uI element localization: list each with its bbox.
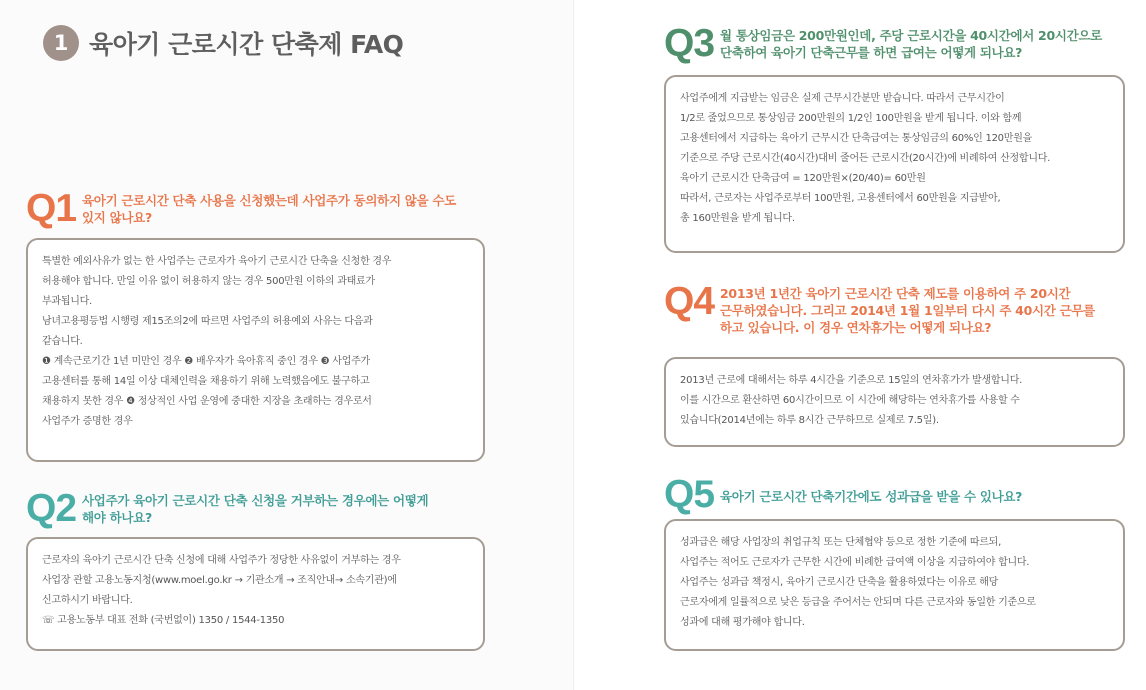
faq-q4-heading [664,280,1095,336]
right-page [573,0,1146,690]
chapter-heading: 육아기 근로시간 단축제 FAQ [89,30,404,59]
faq-q5-heading [664,473,1023,516]
q3-question-line: 월 통상임금은 200만원인데, 주당 근로시간을 40시간에서 20시간으로 [720,28,1102,43]
q5-answer-line: 사업주는 성과급 책정시, 육아기 근로시간 단축을 활용하였다는 이유로 해당 [680,577,999,588]
q1-question-line: 육아기 근로시간 단축 사용을 신청했는데 사업주가 동의하지 않을 수도 [82,193,456,208]
q1-answer-line: 채용하지 못한 경우 ❹ 정상적인 사업 운영에 중대한 지장을 초래하는 경우로서 [42,396,372,407]
q5-answer-line: 성과급은 해당 사업장의 취업규칙 또는 단체협약 등으로 정한 기준에 따르되, [680,537,1001,548]
faq-q3-heading [664,22,1102,65]
q3-answer-line: 1/2로 줄었으므로 통상임금 200만원의 1/2인 100만원을 받게 됩니다. 이와 함께 [680,113,1022,124]
q1-answer-line: 사업주가 증명한 경우 [42,416,133,427]
q5-answer-line: 사업주는 적어도 근로자가 근무한 시간에 비례한 급여액 이상을 지급하여야 합니다. [680,557,1030,568]
q5-answer-line: 성과에 대해 평가해야 합니다. [680,617,805,628]
faq-q4-answer-box [664,357,1125,447]
q1-answer-line: 남녀고용평등법 시행령 제15조의2에 따르면 사업주의 허용예외 사유는 다음과 [42,316,373,327]
faq-q1-heading [26,187,456,230]
q1-answer-line: ❶ 계속근로기간 1년 미만인 경우 ❷ 배우자가 육아휴직 중인 경우 ❸ 사업주가 [42,356,370,367]
q3-answer-line: 고용센터에서 지급하는 육아기 근무시간 단축급여는 통상임금의 60%인 120만원을 [680,133,1033,144]
q4-badge: Q4 [664,280,715,323]
q5-answer-line: 근로자에게 일률적으로 낮은 등급을 주어서는 안되며 다른 근로자와 동일한 기준으로 [680,597,1036,608]
q3-answer-line: 사업주에게 지급받는 임금은 실제 근무시간분만 받습니다. 따라서 근무시간이 [680,93,1005,104]
chapter-title [43,25,403,61]
q1-question [82,192,456,226]
q3-question-line: 단축하여 육아기 단축근무를 하면 급여는 어떻게 되나요? [720,45,1023,60]
faq-q2-heading [26,487,429,530]
q2-question [82,492,428,526]
faq-q3-answer-box [664,75,1125,253]
q4-answer-line: 이를 시간으로 환산하면 60시간이므로 이 시간에 해당하는 연차휴가를 사용할 수 [680,395,1020,406]
q5-question [720,478,1022,505]
q4-answer-line: 2013년 근로에 대해서는 하루 4시간을 기준으로 15일의 연차휴가가 발생합니다. [680,375,1023,386]
q1-answer-line: 같습니다. [42,336,83,347]
q2-answer-line: 근로자의 육아기 근로시간 단축 신청에 대해 사업주가 정당한 사유없이 거부하는 경우 [42,555,401,566]
q3-answer-line: 기준으로 주당 근로시간(40시간)대비 줄어든 근로시간(20시간)에 비례하여 산정합니다. [680,153,1051,164]
faq-q2-answer-box [26,537,485,651]
q3-answer-line: 따라서, 근로자는 사업주로부터 100만원, 고용센터에서 60만원을 지급받아, [680,193,1001,204]
q2-badge: Q2 [26,487,77,530]
q5-badge: Q5 [664,473,715,516]
q4-answer-line: 있습니다(2014년에는 하루 8시간 근무하므로 실제로 7.5일). [680,415,939,426]
q3-question [720,27,1102,61]
faq-q5-answer-box [664,519,1125,651]
q4-question-line: 2013년 1년간 육아기 근로시간 단축 제도를 이용하여 주 20시간 [720,286,1071,301]
chapter-number-badge: 1 [43,25,79,61]
q3-answer-line: 총 160만원을 받게 됩니다. [680,213,795,224]
q1-answer-line: 허용해야 합니다. 만일 이유 없이 허용하지 않는 경우 500만원 이하의 과태료가 [42,276,375,287]
q3-badge: Q3 [664,22,715,65]
q1-badge: Q1 [26,187,77,230]
q1-question-line: 있지 않나요? [82,210,152,225]
q4-question-line: 하고 있습니다. 이 경우 연차휴가는 어떻게 되나요? [720,320,992,335]
q2-question-line: 해야 하나요? [82,510,152,525]
q4-question [720,285,1095,336]
q2-answer-line: ☏ 고용노동부 대표 전화 (국번없이) 1350 / 1544-1350 [42,615,285,626]
q4-question-line: 근무하였습니다. 그리고 2014년 1월 1일부터 다시 주 40시간 근무를 [720,303,1095,318]
q1-answer-line: 부과됩니다. [42,296,92,307]
q5-question-line: 육아기 근로시간 단축기간에도 성과급을 받을 수 있나요? [720,489,1023,504]
q3-answer-line: 육아기 근로시간 단축급여 = 120만원×(20/40)= 60만원 [680,173,926,184]
q1-answer-line: 고용센터를 통해 14일 이상 대체인력을 채용하기 위해 노력했음에도 불구하고 [42,376,370,387]
q2-answer-line: 사업장 관할 고용노동지청(www.moel.go.kr → 기관소개 → 조직안내→ 소속기관)에 [42,575,397,586]
q2-question-line: 사업주가 육아기 근로시간 단축 신청을 거부하는 경우에는 어떻게 [82,493,429,508]
q2-answer-line: 신고하시기 바랍니다. [42,595,133,606]
faq-q1-answer-box [26,238,485,462]
q1-answer-line: 특별한 예외사유가 없는 한 사업주는 근로자가 육아기 근로시간 단축을 신청한 경우 [42,256,392,267]
